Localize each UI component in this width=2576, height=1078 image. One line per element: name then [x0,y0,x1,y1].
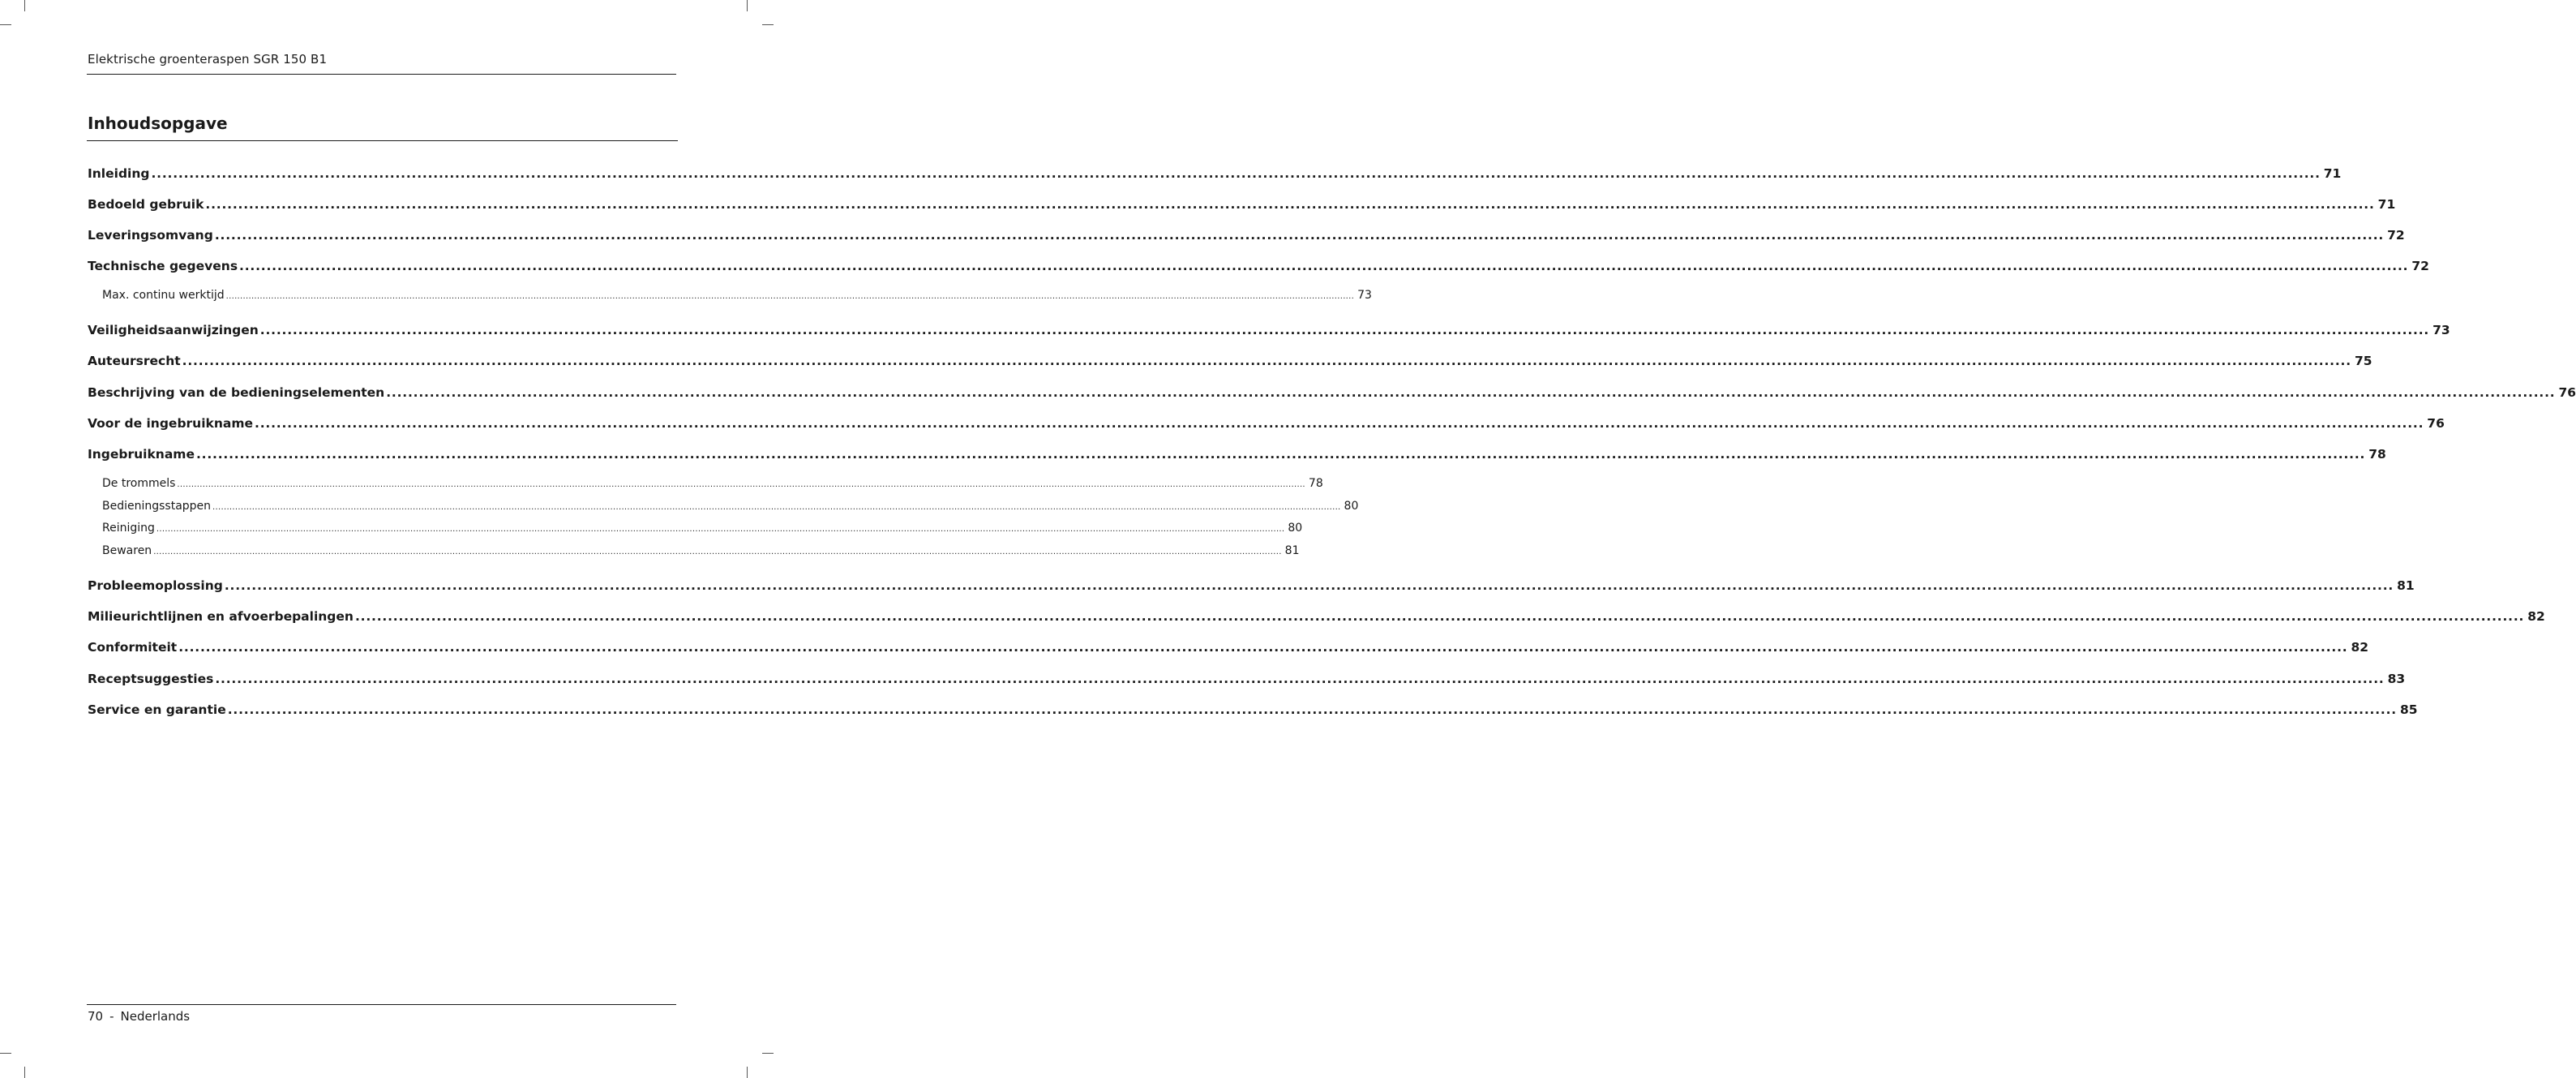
toc-subentry[interactable] [102,497,1359,515]
footer-language: Nederlands [120,1009,191,1024]
toc-subentry[interactable] [102,475,1323,492]
toc-entry-page: 71 [2377,197,2396,212]
toc-dot-leader: ................................................................................................................................................................................................................................................................................................................................................................................................................ [225,292,1355,301]
toc-entry-label: Veiligheidsaanwijzingen [88,323,259,337]
toc-entry-page: 78 [1308,477,1323,490]
toc-subentry[interactable] [102,542,1300,560]
toc-entry[interactable] [88,669,2406,689]
toc-dot-leader: ................................................................................................................................................................................................................................................................................................................................................................................................................ [215,672,2385,686]
toc-entry-label: Inleiding [88,166,150,181]
toc-dot-leader: ................................................................................................................................................................................................................................................................................................................................................................................................................ [151,166,2321,181]
toc-entry-label: Beschrijving van de bedieningselementen [88,385,385,400]
toc-entry[interactable] [88,638,2369,657]
toc-entry-page: 80 [1288,522,1303,535]
toc-entry-page: 73 [1357,289,1372,302]
toc-dot-leader: ................................................................................................................................................................................................................................................................................................................................................................................................................ [156,525,1285,534]
header-rule [87,74,676,75]
toc-entry-label: Bedieningsstappen [102,500,212,513]
heading-rule [87,140,678,141]
crop-mark [762,1053,774,1054]
toc-entry-label: Reiniging [102,522,155,535]
toc-entry-label: Service en garantie [88,702,226,717]
toc-entry-label: De trommels [102,477,176,490]
toc-entry-label: Auteursrecht [88,354,181,368]
toc-entry-label: Probleemoplossing [88,578,223,593]
toc-entry[interactable] [88,576,2415,595]
crop-mark [762,24,774,25]
toc-entry-page: 82 [2351,640,2369,655]
toc-dot-leader: ................................................................................................................................................................................................................................................................................................................................................................................................................ [205,197,2375,212]
toc-entry[interactable] [88,164,2342,183]
crop-mark [24,1067,25,1078]
toc-entry-page: 71 [2323,166,2342,181]
toc-dot-leader: ................................................................................................................................................................................................................................................................................................................................................................................................................ [212,503,1341,512]
toc-entry[interactable] [88,195,2396,214]
toc-entry-label: Technische gegevens [88,259,238,273]
toc-dot-leader: ................................................................................................................................................................................................................................................................................................................................................................................................................ [214,228,2385,243]
footer-rule [87,1004,676,1005]
toc-entry-page: 80 [1344,500,1359,513]
toc-dot-leader: ................................................................................................................................................................................................................................................................................................................................................................................................................ [259,323,2430,337]
toc-dot-leader: ................................................................................................................................................................................................................................................................................................................................................................................................................ [153,548,1282,556]
toc-entry[interactable] [88,445,2386,464]
toc-dot-leader: ................................................................................................................................................................................................................................................................................................................................................................................................................ [177,480,1305,489]
crop-mark [24,0,25,11]
toc-entry-page: 81 [1284,544,1300,557]
crop-mark [0,1053,11,1054]
toc-entry-page: 73 [2432,323,2450,337]
toc-entry[interactable] [88,607,2545,626]
toc-entry[interactable] [88,700,2418,719]
toc-entry-page: 76 [2558,385,2576,400]
crop-mark [747,1067,748,1078]
toc-dot-leader: ................................................................................................................................................................................................................................................................................................................................................................................................................ [227,702,2397,717]
toc-entry-page: 83 [2387,672,2406,686]
toc-entry[interactable] [88,320,2450,340]
toc-entry-label: Receptsuggesties [88,672,214,686]
page-number: 70 [88,1009,104,1024]
toc-entry[interactable] [88,351,2372,371]
toc-dot-leader: ................................................................................................................................................................................................................................................................................................................................................................................................................ [386,385,2556,400]
toc-entry-label: Max. continu werktijd [102,289,225,302]
footer-separator: - [109,1009,114,1024]
running-header: Elektrische groenteraspen SGR 150 B1 [88,52,328,67]
toc-dot-leader: ................................................................................................................................................................................................................................................................................................................................................................................................................ [224,578,2394,593]
toc-entry[interactable] [88,256,2429,276]
toc-dot-leader: ................................................................................................................................................................................................................................................................................................................................................................................................................ [354,609,2525,624]
toc-dot-leader: ................................................................................................................................................................................................................................................................................................................................................................................................................ [178,640,2348,655]
toc-dot-leader: ................................................................................................................................................................................................................................................................................................................................................................................................................ [182,354,2351,368]
toc-entry-label: Voor de ingebruikname [88,416,253,431]
toc-entry-label: Leveringsomvang [88,228,213,243]
crop-mark [747,0,748,11]
toc-dot-leader: ................................................................................................................................................................................................................................................................................................................................................................................................................ [239,259,2409,273]
toc-heading: Inhoudsopgave [88,114,228,133]
toc-entry-label: Bewaren [102,544,152,557]
toc-subentry[interactable] [102,286,1372,304]
toc-dot-leader: ................................................................................................................................................................................................................................................................................................................................................................................................................ [255,416,2424,431]
toc-entry-page: 72 [2411,259,2429,273]
crop-mark [0,24,11,25]
toc-entry-page: 76 [2427,416,2445,431]
toc-entry[interactable] [88,414,2445,433]
toc-entry-page: 78 [2368,447,2386,462]
toc-entry-page: 85 [2400,702,2418,717]
toc-subentry[interactable] [102,519,1303,537]
toc-entry-page: 72 [2387,228,2405,243]
toc-entry-label: Milieurichtlijnen en afvoerbepalingen [88,609,354,624]
toc-entry-page: 82 [2527,609,2545,624]
toc-entry[interactable] [88,225,2405,245]
toc-entry-page: 81 [2397,578,2415,593]
toc-entry-label: Ingebruikname [88,447,195,462]
toc-dot-leader: ................................................................................................................................................................................................................................................................................................................................................................................................................ [195,447,2366,462]
toc-entry-label: Bedoeld gebruik [88,197,204,212]
toc-entry[interactable] [88,383,2576,402]
toc-entry-page: 75 [2354,354,2372,368]
toc-entry-label: Conformiteit [88,640,178,655]
page-footer [88,1008,190,1024]
